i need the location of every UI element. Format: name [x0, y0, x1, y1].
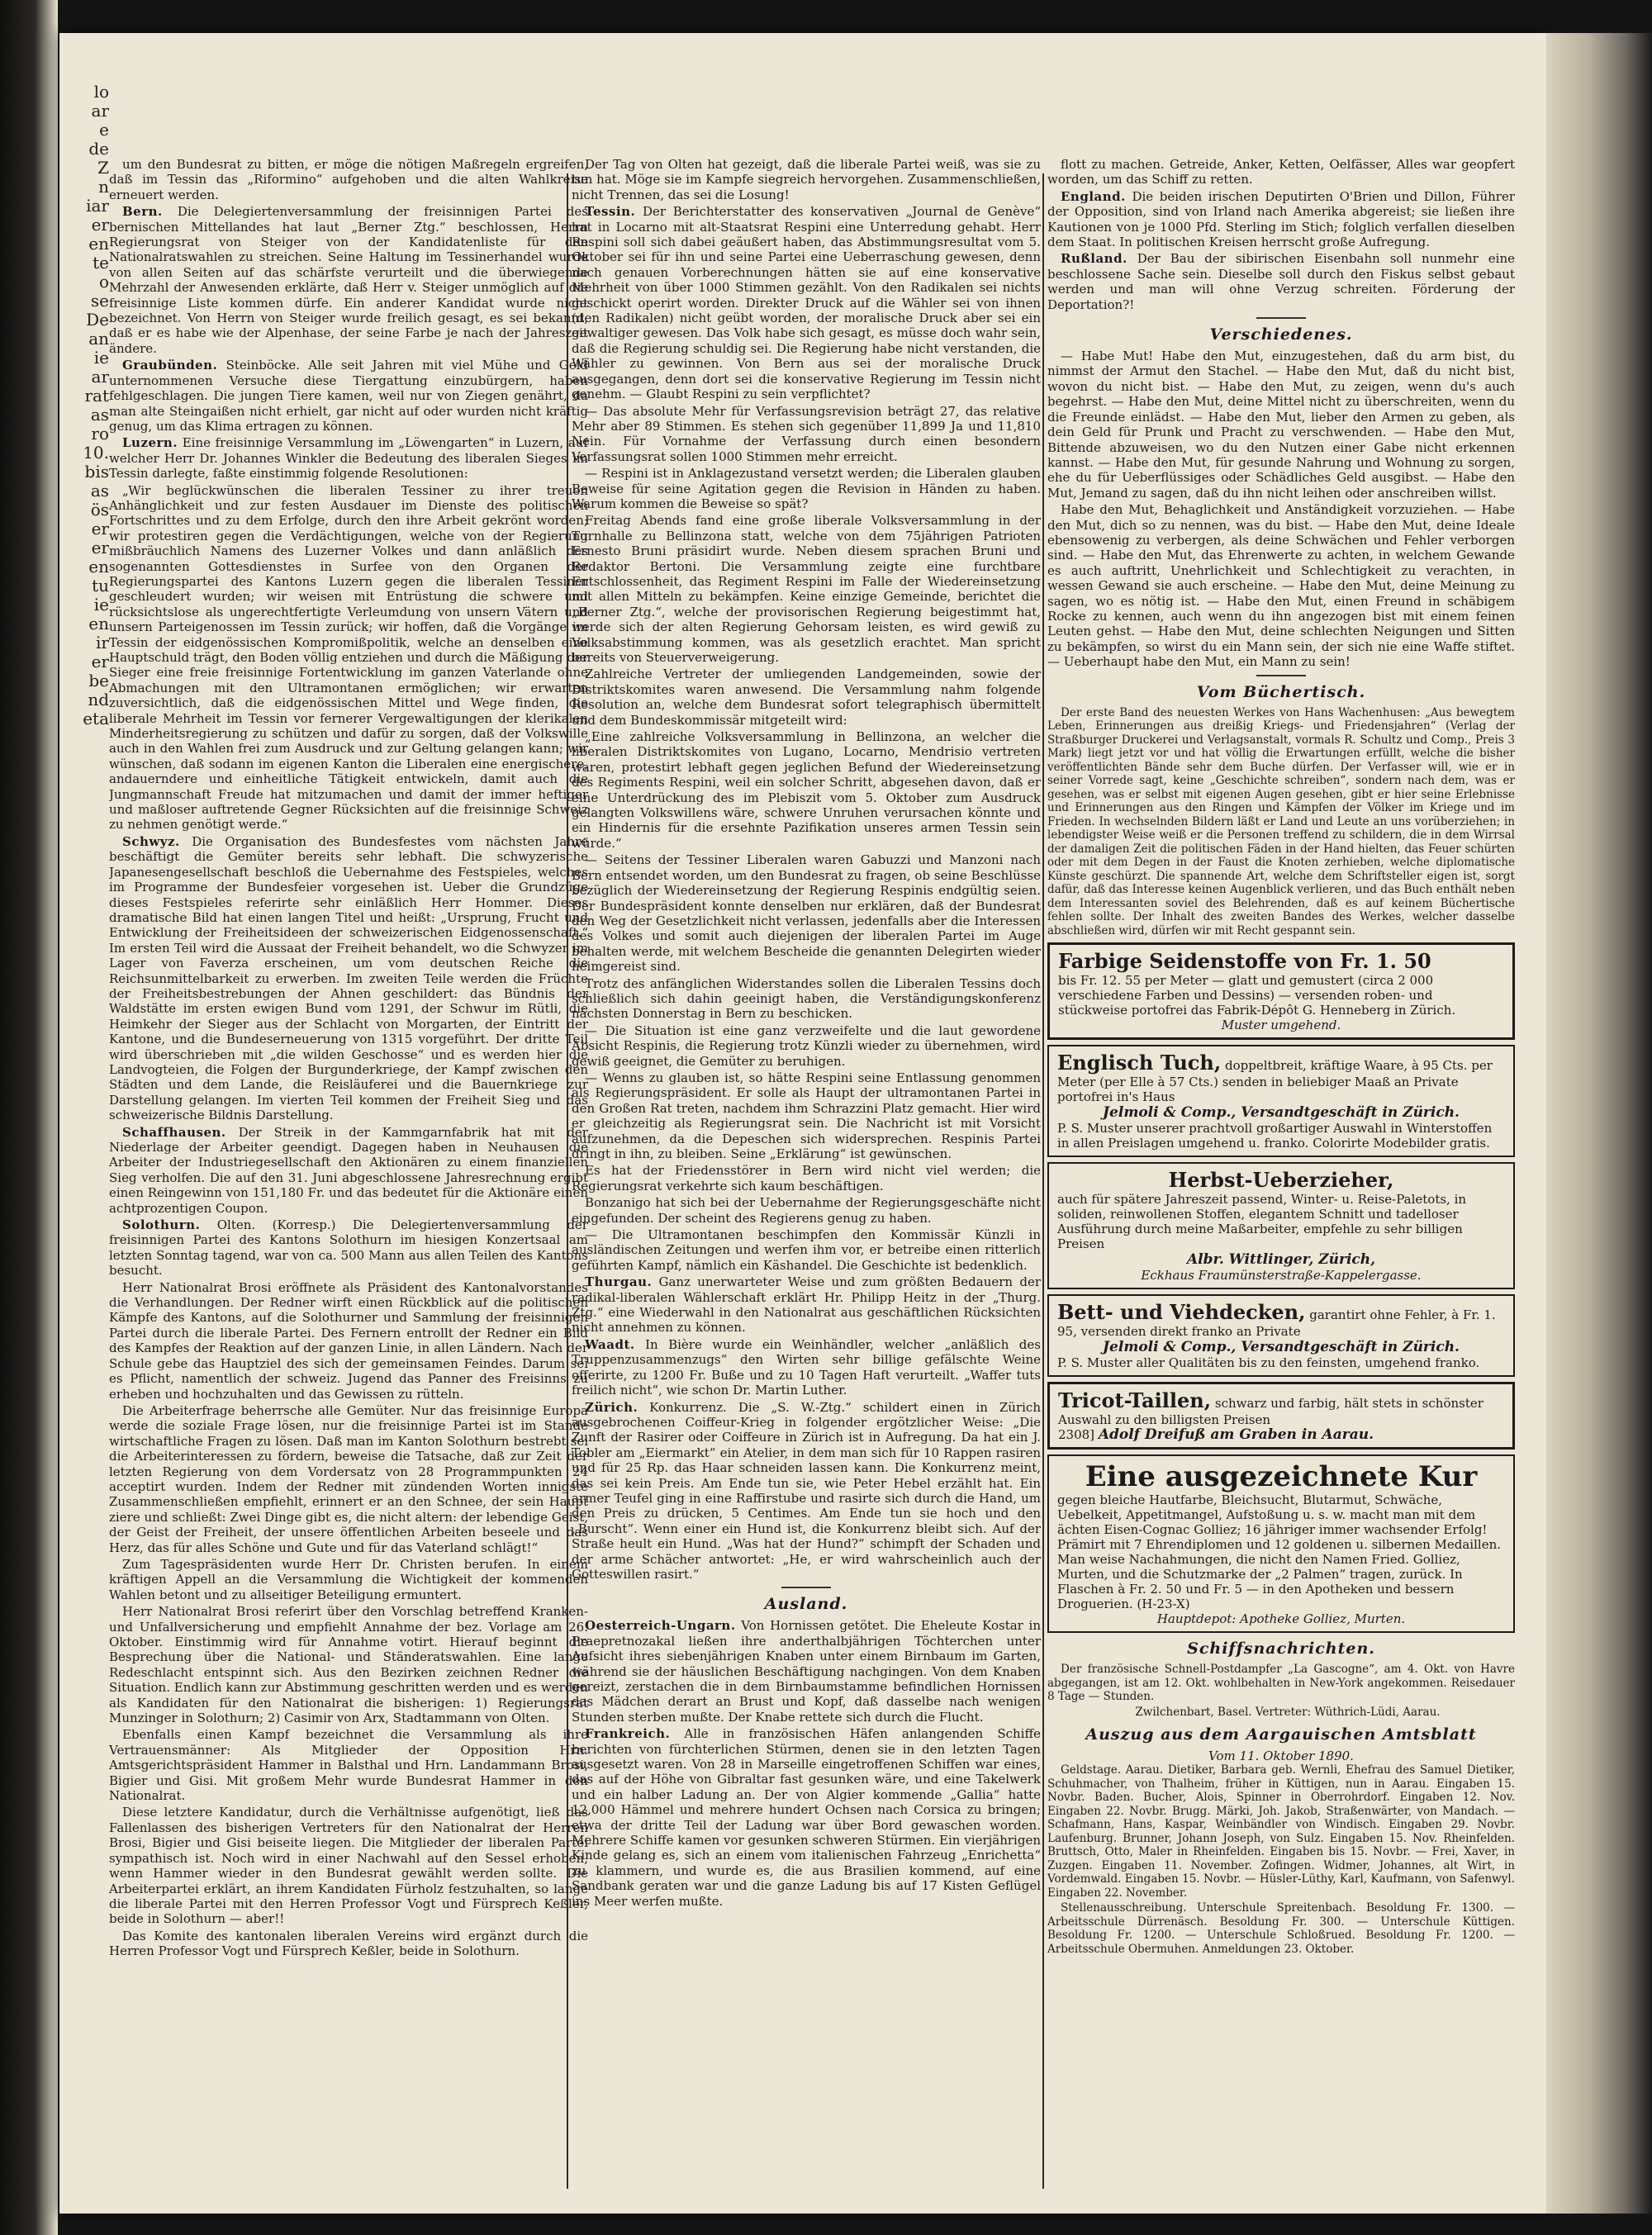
ad-firm: Adolf Dreifuß am Graben in Aarau. [1098, 1426, 1374, 1444]
previous-page-line: rat [84, 386, 109, 406]
ad-title: Herbst-Ueberzieher, [1168, 1168, 1394, 1193]
scan-left-gutter [0, 0, 58, 2235]
amtsblatt-entries: Stellenausschreibung. Unterschule Spreitenbach. Besoldung Fr. 1300. — Arbeitsschule Dürrenäsch. Besoldung Fr. 300. — Unterschule Küttigen. Besoldung Fr. 1200. — Unterschule Schloßrued. Besoldung Fr. 1200. — Arbeitsschule Obermuhen. Anmeldungen 23. Oktober. [1047, 1901, 1515, 1956]
article-oesterreich: Oesterreich-Ungarn. Von Hornissen getötet. Die Eheleute Kostar in Praepretnozakal ließen ihre anderthalbjährigen Töchterchen unter Aufsicht ihres siebenjährigen Knaben unter einem Birnbaum im Garten, während sie der häuslichen Beschäftigung nachgingen. Von dem Knaben gereizt, zerstachen die in dem Birnbaumstamme befindlichen Hornissen das Mädchen derart an Brust und Kopf, daß dasselbe nach wenigen Stunden sterben mußte. Der Knabe rettete sich durch die Flucht. [572, 1618, 1041, 1725]
article-paragraph: Herr Nationalrat Brosi referirt über den Vorschlag betreffend Kranken- und Unfallversicherung und empfiehlt Annahme der bez. Vorlage am 26. Oktober. Einstimmig wird für Annahme votirt. Hierauf beginnt die Besprechung über die National- und Ständeratswahlen. Eine lange Redeschlacht entspinnt sich. Aus den Bezirken zeichnen Redner die Situation. Endlich kann zur Abstimmung geschritten werden und es werden als Kandidaten für den Nationalrat die bisherigen: 1) Regierungsrat Munzinger in Solothurn; 2) Casimir von Arx, Stadtammann von Olten. [109, 1604, 588, 1726]
previous-page-line: en [88, 614, 109, 633]
article-paragraph: Ebenfalls einen Kampf bezeichnet die Versammlung als ihre Vertrauensmänner: Als Mitglieder der Opposition Hrn. Amtsgerichtspräsident Hammer in Balsthal und Hrn. Landammann Brosi, Bigier und Gisi. Mit großem Mehr wurde Bundesrat Hammer in den Nationalrat. [109, 1727, 588, 1804]
article-paragraph: Diese letztere Kandidatur, durch die Verhältnisse aufgenötigt, ließ das Fallenlassen des bisherigen Vertreters für den Nationalrat der Herren Brosi, Bigier und Gisi beiseite liegen. Die Mitglieder der liberalen Partei sympathisch ist. Noch wird in einer Nachwahl auf den Sessel erhoben, wenn Hammer wieder in den Bundesrat gewählt werden sollte. Die Arbeiterpartei erklärt, an ihrem Kandidaten Fürholz festzuhalten, so lange die liberale Partei mit den Herren Professor Vogt und Fürsprech Keßler, beide in Solothurn — aber!! [109, 1805, 588, 1927]
column-3 [1047, 157, 1515, 2197]
region-heading: Frankreich. [585, 1726, 671, 1742]
column-2 [572, 157, 1041, 2197]
region-heading: Graubünden. [122, 358, 218, 373]
previous-page-line: ar [91, 367, 109, 387]
previous-page-line: bis [84, 462, 109, 482]
section-divider [1256, 675, 1306, 676]
ad-firm: Albr. Wittlinger, Zürich, [1186, 1251, 1376, 1269]
previous-page-line: as [90, 405, 109, 425]
article-tessin: Tessin. Der Berichterstatter des konservativen „Journal de Genève“ hat in Locarno mit alt-Staatsrat Respini eine Unterredung gehabt. Herr Respini soll sich dabei geäußert haben, das Abstimmungsresultat vom 5. Oktober sei für ihn und seine Partei eine Ueberraschung gewesen, denn nach genauen Vorberechnungen hätten sie auf eine konservative Mehrheit von über 1000 Stimmen gezählt. Von den Radikalen sei nichts geschickt operirt worden. Direkter Druck auf die Wähler sei von ihnen (den Radikalen) nicht geübt worden, der moralische Druck aber sei ein gewaltiger gewesen. Das Volk habe sich gesagt, es müsse doch wahr sein, daß die Regierung schuldig sei. Die Regierung habe nicht verstanden, die Wähler zu gewinnen. Von Bern aus sei der moralische Druck ausgegangen, denn dort sei die konservative Regierung im Tessin nicht genehm. — Glaubt Respini zu sein verpflichtet? [572, 204, 1041, 402]
region-heading: Oesterreich-Ungarn. [585, 1618, 736, 1634]
article-paragraph: flott zu machen. Getreide, Anker, Ketten, Oelfässer, Alles war geopfert worden, um das Schiff zu retten. [1047, 157, 1515, 187]
previous-page-line: lo [93, 83, 109, 102]
ad-title: Eine ausgezeichnete Kur [1085, 1460, 1478, 1494]
section-divider [1256, 317, 1306, 319]
article-paragraph: — Die Ultramontanen beschimpfen den Kommissär Künzli in ausländischen Zeitungen und werfen ihm vor, er betreibe einen ritterlich geführten Kampf, nämlich ein Käshandel. Die Geschichte ist bedenklich. [572, 1227, 1041, 1273]
article-bern: Bern. Die Delegiertenversammlung der freisinnigen Partei des bernischen Mittellandes hat laut „Berner Ztg.“ beschlossen, Herrn Regierungsrat von Steiger von der Kandidatenliste für den Nationalratswahlen zu streichen. Seine Haltung im Tessinerhandel wurde von allen Seiten auf das schärfste verurteilt und die überwiegende Mehrzahl der Anwesenden erklärte, daß Herr v. Steiger unmöglich auf die freisinnige Liste kommen dürfe. Ein anderer Kandidat wurde nicht bezeichnet. Von Herrn von Steiger wurde freilich gesagt, es sei bekannt, daß er es habe wie der Alpenhase, der seine Farbe je nach der Jahreszeit ändere. [109, 204, 588, 356]
amtsblatt-date: Vom 11. Oktober 1890. [1208, 1749, 1354, 1764]
section-heading-ausland: Ausland. [764, 1595, 848, 1614]
article-paragraph: Trotz des anfänglichen Widerstandes sollen die Liberalen Tessins doch schließlich sich dahin geeinigt haben, die Verständigungskonferenz nächsten Donnerstag in Bern zu beschicken. [572, 975, 1041, 1022]
previous-page-line: De [86, 310, 109, 330]
ad-body: schwarz und farbig, hält stets in schönster Auswahl zu den billigsten Preisen [1058, 1396, 1483, 1428]
region-heading: Waadt. [585, 1336, 635, 1352]
ad-bettdecken [1047, 1294, 1515, 1377]
article-solothurn: Solothurn. Olten. (Korresp.) Die Delegiertenversammlung der freisinnigen Partei des Kantons Solothurn im hiesigen Konzertsaal am letzten Sonntag tagend, war von ca. 500 Mann aus allen Teilen des Kantons besucht. [109, 1217, 588, 1279]
previous-page-fragment [59, 83, 109, 2197]
previous-page-line: Z [97, 158, 109, 178]
ad-englisch-tuch [1047, 1045, 1515, 1157]
previous-page-line: er [91, 519, 109, 539]
article-paragraph: Der Tag von Olten hat gezeigt, daß die liberale Partei weiß, was sie zu tun hat. Möge sie im Kampfe siegreich hervorgehen. Zusammenschließen, nicht Trennen, das sei die Losung! [572, 157, 1041, 202]
previous-page-line: ie [93, 348, 109, 368]
region-heading: Thurgau. [585, 1274, 653, 1290]
article-paragraph: — Habe Mut! Habe den Mut, einzugestehen, daß du arm bist, du nimmst der Armut den Stachel. — Habe den Mut, daß du nicht bist, wovon du nicht bist. — Habe den Mut, zu zeigen, wenn du's auch begehrst. — Habe den Mut, deine Mittel nicht zu überschreiten, wenn du die Freunde einlädst. — Habe den Mut, lieber den Armen zu geben, als dein Geld für Prunk und Pracht zu verschwenden. — Habe den Mut, Bittende abzuweisen, wo du den Nutzen einer Gabe nicht erkennen kannst. — Habe den Mut, für gesunde Nahrung und Wohnung zu sorgen, ehe du für Ueberflüssiges oder Schädliches Geld ausgibst. — Habe den Mut, Jemand zu sagen, daß du ihn nicht leihen oder anschreiben willst. [1047, 349, 1515, 501]
ad-postscript: P. S. Muster unserer prachtvoll großartiger Auswahl in Winterstoffen in allen Preislagen umgehend u. franko. Colorirte Modebilder gratis. [1057, 1121, 1493, 1151]
region-heading: Rußland. [1061, 251, 1127, 267]
previous-page-line: be [88, 671, 109, 690]
ad-title: Farbige Seidenstoffe von Fr. 1. 50 [1058, 949, 1431, 974]
previous-page-line: tu [92, 576, 109, 596]
article-paragraph: Freitag Abends fand eine große liberale Volksversammlung in der Turnhalle zu Bellinzona statt, welche von dem 75jährigen Patrioten Ernesto Bruni präsidirt wurde. Neben diesem sprachen Bruni und Redaktor Bertoni. Die Versammlung zeigte eine furchtbare Entschlossenheit, das Regiment Respini im Falle der Wiedereinsetzung mit allen Mitteln zu bekämpfen. Keine einzige Gemeinde, berichtet die „Berner Ztg.“, welche der provisorischen Regierung beigestimmt hat, werde sich der alten Regierung Gehorsam leisten, es wird gewiß zu Volksabstimmung kommen, was als gesetzlich erachtet. Man spricht bereits von Steuerverweigerung. [572, 513, 1041, 665]
region-heading: England. [1061, 188, 1126, 204]
ad-firm: Jelmoli & Comp., Versandtgeschäft in Zürich. [1103, 1339, 1460, 1356]
previous-page-line: ir [96, 633, 109, 652]
article-luzern: Luzern. Eine freisinnige Versammlung im „Löwengarten“ in Luzern, auf welcher Herr Dr. Johannes Winkler die Bedeutung des liberalen Sieges im Tessin darlegte, faßte einstimmig folgende Resolutionen: [109, 435, 588, 482]
ad-note: Man weise Nachahmungen, die nicht den Namen Fried. Golliez, Murten, und die Schutzmarke der „2 Palmen“ tragen, zurück. In Flaschen à Fr. 2. 50 und Fr. 5 — in den Apotheken und bessern Droguerien. (H-23-X) [1057, 1552, 1463, 1612]
region-heading: Luzern. [122, 435, 178, 451]
section-divider [781, 1587, 831, 1588]
section-heading-amtsblatt: Auszug aus dem Aargauischen Amtsblatt [1085, 1725, 1477, 1744]
article-paragraph: Es hat der Friedensstörer in Bern wird nicht viel werden; die Regierungsrat verkehrte sich kaum beschäftigen. [572, 1163, 1041, 1193]
ad-body: auch für spätere Jahreszeit passend, Winter- u. Reise-Paletots, in soliden, reinwollenen Stoffen, elegantem Schnitt und tadelloser Ausführung durch meine Maßarbeiter, empfehle zu sehr billigen Preisen [1057, 1192, 1467, 1252]
previous-page-line: en [88, 557, 109, 577]
section-heading-buechertisch: Vom Büchertisch. [1196, 682, 1366, 701]
article-paragraph: um den Bundesrat zu bitten, er möge die nötigen Maßregeln ergreifen, daß im Tessin das „Riformino“ aufgehoben und die alten Wahlkreise erneuert werden. [109, 157, 588, 202]
ship-agent: Zwilchenbart, Basel. Vertreter: Wüthrich-Lüdi, Aarau. [1135, 1705, 1441, 1719]
previous-page-line: n [98, 177, 109, 197]
previous-page-line: er [91, 538, 109, 558]
previous-page-line: 10. [83, 443, 109, 463]
article-graubuenden: Graubünden. Steinböcke. Alle seit Jahren mit viel Mühe und Geld unternommenen Versuche diese Tiergattung einzubürgern, haben fehlgeschlagen. Die jungen Tiere kamen, weil nur von Ziegen genährt, da man alte Steingaißen nicht erhielt, gar nicht auf oder wurden nicht kräftig genug, um das Klima ertragen zu können. [109, 358, 588, 434]
previous-page-line: as [90, 481, 109, 501]
previous-page-line: o [98, 272, 109, 292]
article-paragraph: Zahlreiche Vertreter der umliegenden Landgemeinden, sowie der Distriktskomites waren anwesend. Die Versammlung nahm folgende Resolution an, welche dem Bundesrat sofort telegraphisch übermittelt und dem Bundeskommissär mitgeteilt wird: [572, 667, 1041, 728]
amtsblatt-entries: Geldstage. Aarau. Dietiker, Barbara geb. Wernli, Ehefrau des Samuel Dietiker, Schuhmacher, von Thalheim, früher in Küttigen, nun in Aarau. Eingaben 15. Novbr. Baden. Bucher, Alois, Spinner in Oberrohrdorf. Eingaben 12. Nov. Eingaben 22. Novbr. Brugg. Märki, Joh. Jakob, Straßenwärter, von Mandach. — Schafmann, Hans, Kaspar, Weinbändler von Windisch. Eingaben 29. Novbr. Laufenburg. Brunner, Johann Joseph, von Sulz. Eingaben 15. Nov. Rheinfelden. Bruttsch, Otto, Maler in Rheinfelden. Eingaben bis 15. Novbr. — Frei, Xaver, in Zuzgen. Eingaben 11. November. Zofingen. Widmer, Johannes, alt Wirt, in Vordemwald. Eingaben 15. Novbr. — Hüsler-Lüthy, Karl, Kaufmann, von Safenwyl. Eingaben 22. November. [1047, 1763, 1515, 1900]
previous-page-line: an [88, 329, 109, 349]
ad-body: bis Fr. 12. 55 per Meter — glatt und gemustert (circa 2 000 verschiedene Farben und Dessins) — versenden roben- und stückweise portofrei das Fabrik-Dépôt G. Henneberg in Zürich. [1058, 973, 1456, 1018]
ad-postscript: P. S. Muster aller Qualitäten bis zu den feinsten, umgehend franko. [1057, 1355, 1480, 1371]
ad-title: Tricot-Taillen, [1058, 1388, 1212, 1413]
article-paragraph: „Eine zahlreiche Volksversammlung in Bellinzona, an welcher die liberalen Distriktskomites von Lugano, Locarno, Mendrisio vertreten waren, protestirt lebhaft gegen jeglichen Befund der Wiedereinsetzung des Regiments Respini, weil ein solcher Schritt, abgesehen davon, daß er eine Unterdrückung des im Plebiszit vom 5. Oktober zum Ausdruck gelangten Volkswillens wäre, schwere Unruhen verursachen könnte und ein Hindernis für die ersehnte Pazifikation unseres armen Tessin sein würde.“ [572, 729, 1041, 851]
column-rule-2 [1042, 173, 1044, 2189]
newspaper-page [59, 33, 1546, 2214]
ad-kur [1047, 1454, 1515, 1633]
article-paragraph: — Die Situation ist eine ganz verzweifelte und die laut gewordene Absicht Respinis, die Regierung trotz Künzli wieder zu übernehmen, wird gewiß geeignet, die Gemüter zu beruhigen. [572, 1023, 1041, 1069]
article-paragraph: — Seitens der Tessiner Liberalen waren Gabuzzi und Manzoni nach Bern entsendet worden, um den Bundesrat zu fragen, ob seine Beschlüsse bezüglich der Wiedereinsetzung der Regierung Respinis endgültig seien. Der Bundespräsident konnte denselben nur erklären, daß der Bundesrat den Weg der Gesetzlichkeit nicht verlassen, jedenfalls aber die Interessen des Volkes und somit auch diejenigen der liberalen Partei im Auge behalten werde, mit welchem Bescheide die genannten Delegirten wieder heimgereist sind. [572, 852, 1041, 975]
ad-body: garantirt ohne Fehler, à Fr. 1. 95, versenden direkt franko an Private [1057, 1307, 1496, 1340]
article-paragraph: Zum Tagespräsidenten wurde Herr Dr. Christen berufen. In einem kräftigen Appell an die Versammlung die Wichtigkeit der kommenden Wahlen betont und zu allseitiger Beteiligung ermuntert. [109, 1556, 588, 1602]
previous-page-line: nd [88, 690, 109, 709]
article-paragraph: Herr Nationalrat Brosi eröffnete als Präsident des Kantonalvorstandes die Verhandlungen. Der Redner wirft einen Rückblick auf die politischen Kämpfe des Kantons, auf die Solothurner und Sammlung der freisinnigen Partei durch die liberale Partei. Des Fernern entrollt der Redner ein Bild des Kampfes der Reaktion auf der ganzen Linie, in allen Ländern. Nach der Schule gebe das Hauptziel des sich der gemeinsamen Feindes. Darum sei es Pflicht, namentlich der schweiz. Jugend das Panner des Freisinns zu erheben und hochzuhalten und das Gewissen zu rütteln. [109, 1279, 588, 1402]
ad-body: doppeltbreit, kräftige Waare, à 95 Cts. per Meter (per Elle à 57 Cts.) senden in beliebiger Maaß an Private portofrei in's Haus [1057, 1058, 1493, 1105]
section-heading-schiffsnachrichten: Schiffsnachrichten. [1187, 1639, 1375, 1658]
ad-body: gegen bleiche Hautfarbe, Bleichsucht, Blutarmut, Schwäche, Uebelkeit, Appetitmangel, Aufstoßung u. s. w. macht man mit dem ächten Eisen-Cognac Golliez; 16 jähriger immer wachsender Erfolg! Prämirt mit 7 Ehrendiplomen und 12 goldenen u. silbernen Medaillen. [1057, 1492, 1502, 1553]
article-paragraph: Habe den Mut, Behaglichkeit und Anständigkeit vorzuziehen. — Habe den Mut, dich so zu nennen, was du bist. — Habe den Mut, deine Ideale ebensowenig zu verbergen, als deine Schwächen und Fehler verborgen sind. — Habe den Mut, das Ehrenwerte zu achten, in welchem Gewande es auch auftritt, Unehrlichkeit und Schlechtigkeit zu verachten, in wessen Gewand sie auch erscheine. — Habe den Mut, deine Meinung zu sagen, wo es nötig ist. — Habe den Mut, einen Freund in schäbigem Rocke zu kennen, auch wenn du ihn angezogen bist mit einem feinen Leuten gehst. — Habe den Mut, deine schlechten Neigungen und Sitten zu bekämpfen, so wirst du ein Mann sein, der sich nie eine Waffe stiftet. — Ueberhaupt habe den Mut, ein Mann zu sein! [1047, 502, 1515, 670]
ad-depot: Hauptdepot: Apotheke Golliez, Murten. [1156, 1611, 1406, 1627]
article-england: England. Die beiden irischen Deputirten O'Brien und Dillon, Führer der Opposition, sind von Irland nach Amerika abgereist; sie ließen ihre Kautionen von je 1000 Pfd. Sterling im Stich; folglich verfallen dieselben dem Staat. In politischen Kreisen herrscht große Aufregung. [1047, 188, 1515, 250]
scan-right-edge [1546, 33, 1652, 2214]
article-russland: Rußland. Der Bau der sibirischen Eisenbahn soll nunmehr eine beschlossene Sache sein. Dieselbe soll durch den Fiskus selbst gebaut werden und man will ohne Verzug schreiten. Förderung der Deportation?! [1047, 251, 1515, 312]
ad-herbst-ueberzieher [1047, 1162, 1515, 1289]
article-waadt: Waadt. In Bière wurde ein Weinhändler, welcher „anläßlich des Truppenzusammenzugs“ den Wirten sehr billige gefälschte Weine offerirte, zu 1200 Fr. Buße und zu 10 Tagen Haft verurteilt. „Waffer tuts freilich nicht“, wie schon Dr. Martin Luther. [572, 1336, 1041, 1398]
previous-page-line: er [91, 652, 109, 671]
ad-number: 2308] [1058, 1427, 1095, 1443]
column-1 [109, 157, 588, 2197]
previous-page-line: de [88, 139, 109, 159]
article-paragraph: „Wir beglückwünschen die liberalen Tessiner zu ihrer treuen Anhänglichkeit und zur festen Ausdauer im Dienste des politischen Fortschrittes und zu dem Erfolge, durch den ihre Arbeit gekrönt worden; wir protestiren gegen die Verdächtigungen, welche von der Regierung mißbräuchlich Namens des Luzerner Volkes und dann anläßlich des sogenannten Gottesdienstes in Surfee von den Organen der Regierungspartei des Kantons Luzern gegen die liberalen Tessiner geschleudert wurden; wir weisen mit Entrüstung die schwere und rücksichtslose als ungerechtfertigte Verleumdung von unsern Vätern und unsern Parteigenossen im Tessin zurück; wir hoffen, daß die Vorgänge im Tessin der eidgenössischen Kompromißpolitik, welche an denselben eine Hauptschuld trägt, den Boden völlig entziehen und durch die Mäßigung der Sieger eine freie freisinnige Fortentwicklung im ganzen Vaterlande ohne Abmachungen mit den Ultramontanen ermöglichen; wir erwarten zuversichtlich, daß die eidgenössischen Mittel und Wege finden, die liberale Mehrheit im Tessin vor fernerer Vergewaltigungen der klerikalen Minderheitsregierung zu schützen und dafür zu sorgen, daß der Volkswille auch in den Wahlen frei zum Ausdruck und zur Geltung gelangen kann; wir wünschen, daß sodann im eigenen Kanton die Liberalen eine energischere, andauerndere und einheitliche Tätigkeit entwickeln, damit auch die Jungmannschaft Freude hat mitzumachen und damit der immer heftiger und maßloser auftretende Gegner Rücksichten auf die freisinnige Schweiz zu nehmen genötigt werde.“ [109, 482, 588, 833]
ad-title: Bett- und Viehdecken, [1057, 1300, 1306, 1325]
region-heading: Schaffhausen. [122, 1124, 226, 1140]
region-heading: Zürich. [585, 1399, 638, 1415]
previous-page-line: ös [90, 500, 109, 520]
previous-page-line: e [99, 120, 109, 140]
article-paragraph: — Wenns zu glauben ist, so hätte Respini seine Entlassung genommen als Regierungspräsident. Er solle als Haupt der ultramontanen Partei in den Großen Rat treten, nachdem ihm Schrazzini Platz gemacht. Hier wird er gleichzeitig als Regierungsrat sein. Die Nachricht ist mit Vorsicht aufzunehmen, da die Depeschen sich widersprechen. Respinis Partei dringt in ihn, zu bleiben. Seine „Erklärung“ ist gewünschen. [572, 1070, 1041, 1161]
region-heading: Bern. [122, 204, 163, 220]
article-frankreich: Frankreich. Alle in französischen Häfen anlangenden Schiffe berichten von fürchterlichen Stürmen, denen sie in den letzten Tagen ausgesetzt waren. Von 28 in Marseille eingetroffenen Schiffen war eines, das auf der Höhe von Gibraltar fast gesunken wäre, und eine Takelwerk und ein halber Ladung an. Der von Algier kommende „Gallia“ hatte 12,000 Hämmel und mehrere hundert Ochsen nach Corsica zu bringen; etwa der dritte Teil der Ladung war über Bord gewaschen worden. Mehrere Schiffe kamen vor gesunken schweren Stürmen. Ein vierjährigen Kinde gelang es, sich an einem vom italienischen Fahrzeug „Enrichetta“ zu klammern, und wurde es, die aus Brasilien kommend, auf eine Sandbank geraten war und die ganze Ladung bis auf 17 Kisten Geflügel ins Meer werfen mußte. [572, 1726, 1041, 1909]
section-heading-verschiedenes: Verschiedenes. [1209, 325, 1353, 344]
article-paragraph: Die Arbeiterfrage beherrsche alle Gemüter. Nur das freisinnige Europa werde die soziale Frage lösen, nur die freisinnige Partei ist im Stande wirtschaftliche Fragen zu lösen. Daß man im Kanton Solothurn bestrebt sei die Arbeiterinteressen zu fördern, beweise die Tatsache, daß zur Zeit der letzten Regierung von dem Vordersatz von 28 Programmpunkten 24 acceptirt wurden. Indem der Redner mit zündenden Worten innigste Zusammenschließen empfiehlt, erinnert er an den Schnee, der sein Haupt ziere und schließt: Zwei Dinge gibt es, die nicht altern: der lebendige Geist, der Geist der Freiheit, der unsere öffentlichen Arbeiten beseele und das Herz, das für alles Schöne und Gute und für das Vaterland schlägt!“ [109, 1402, 588, 1555]
previous-page-line: te [93, 253, 109, 273]
article-thurgau: Thurgau. Ganz unerwarteter Weise und zum größten Bedauern der radikal-liberalen Wählerschaft erklärt Hr. Philipp Heitz in der „Thurg. Ztg.“ eine Wiederwahl in den Nationalrat aus geschäftlichen Rücksichten nicht annehmen zu können. [572, 1274, 1041, 1336]
ad-seidenstoffe [1047, 942, 1515, 1040]
article-paragraph: Bonzanigo hat sich bei der Uebernahme der Regierungsgeschäfte nicht eingefunden. Der scheint des Regierens genug zu haben. [572, 1195, 1041, 1226]
previous-page-line: se [90, 291, 109, 311]
ship-news: Der französische Schnell-Postdampfer „La Gascogne“, am 4. Okt. von Havre abgegangen, ist am 12. Okt. wohlbehalten in New-York angekommen. Reisedauer 8 Tage — Stunden. [1047, 1663, 1515, 1704]
previous-page-line: er [91, 215, 109, 235]
article-schaffhausen: Schaffhausen. Der Streik in der Kammgarnfabrik hat mit der Niederlage der Arbeiter geendigt. Dagegen haben in Neuhausen die Arbeiter der Industriegesellschaft den Aktionären zu einem finanziellen Sieg verholfen. Die auf den 31. Juni abgeschlossene Jahresrechnung ergibt einen Reingewinn von 151,180 Fr. und das bedeutet für die Aktionäre einen achtprozentigen Coupon. [109, 1124, 588, 1216]
article-zuerich: Zürich. Konkurrenz. Die „S. W.-Ztg.“ schildert einen in Zürich ausgebrochenen Coiffeur-Krieg in folgender ergötzlicher Weise: „Die Zunft der Rasirer oder Coiffeure in Zürich ist in Aufregung. Da hat ein J. Tobler am „Eiermarkt“ ein Atelier, in dem man sich für 10 Rappen rasiren und für 25 Rp. das Haar schneiden lassen kann. Die Konkurrenz meint, das sei kein Preis. Am Ende tun sie, wie Peter Hebel erzählt hat. Ein armer Teufel ging in eine Raffirstube und rasirte sich durch die Hand, um den Preis zu drücken, 5 Centimes. Am Ende tun sie hoch und den „Burscht“. Wenn einer ein Hund ist, die Konkurrenz bleibt sich. Auf der Straße heult ein Hund. „Was hat der Hund?“ schimpft der Schaden und der arme Schächer antwortet: „He, er wird wahrscheinlich auch der Gotteswillen rasirt.“ [572, 1399, 1041, 1582]
ad-tricot-taillen [1047, 1382, 1515, 1450]
article-paragraph: — Respini ist in Anklagezustand versetzt werden; die Liberalen glauben Beweise für seine Agitation gegen die Revision in Händen zu haben. Warum kommen die Beweise so spät? [572, 466, 1041, 511]
ad-address: Eckhaus Fraumünsterstraße-Kappelergasse. [1141, 1268, 1422, 1284]
ad-note: Muster umgehend. [1221, 1018, 1341, 1033]
book-review: Der erste Band des neuesten Werkes von Hans Wachenhusen: „Aus bewegtem Leben, Erinnerungen aus dreißig Kriegs- und Friedensjahren“ (Verlag der Straßburger Druckerei und Verlagsanstalt, vormals R. Schultz und Comp., Preis 3 Mark) liegt jetzt vor und hat völlig die Erwartungen erfüllt, welche die bisher veröffentlichten Bände sehr dem Buche dürfen. Der Verfasser will, wie er in seiner Vorrede sagt, keine „Geschichte schreiben“, sondern nach dem, was er gesehen, was er selbst mit eigenen Augen gesehen, gibt er hier seine Erlebnisse und Erinnerungen aus den Ringen und Kämpfen der Völker im Kriege und im Frieden. In wechselnden Bildern läßt er Land und Leute an uns vorüberziehen; in lebendigster Weise weiß er die Personen treffend zu schildern, die in dem Wirrsal der damaligen Zeit die politischen Fäden in der Hand hielten, das Feuer schürten oder mit dem Degen in der Faust die Knoten zerhieben, welche diplomatische Künste geschürzt. Die spannende Art, welche dem Schriftsteller eigen ist, sorgt dafür, daß das Interesse keinen Augenblick verlieren, und das Buch enthält neben dem Interessanten soviel des Belehrenden, daß es auf keinem Büchertische fehlen sollte. Der Inhalt des zweiten Bandes des Werkes, welcher dasselbe abschließen wird, dürfen wir mit Recht gespannt sein. [1047, 705, 1515, 937]
previous-page-line: ro [91, 424, 109, 444]
previous-page-line: en [88, 234, 109, 254]
region-heading: Tessin. [585, 204, 636, 220]
article-paragraph: — Das absolute Mehr für Verfassungsrevision beträgt 27, das relative Mehr aber 89 Stimmen. Es stehen sich gegenüber 11,899 Ja und 11,810 Nein. Für Vornahme der Verfassung durch einen besondern Verfassungsrat sollen 1000 Stimmen mehr erreicht. [572, 403, 1041, 464]
ad-title: Englisch Tuch, [1057, 1051, 1222, 1075]
region-heading: Solothurn. [122, 1217, 201, 1233]
ad-firm: Jelmoli & Comp., Versandtgeschäft in Zürich. [1103, 1104, 1460, 1122]
article-schwyz: Schwyz. Die Organisation des Bundesfestes vom nächsten Jahre beschäftigt die Gemüter bereits sehr lebhaft. Die schwyzerische Japanesengesellschaft beschloß die Uebernahme des Festspieles, welches im Programme der Bundesfeier vorgesehen ist. Ueber die Grundzüge dieses Festspieles referirte sehr einläßlich Herr Hommer. Dieses dramatische Bild hat einen langen Titel und heißt: „Ursprung, Frucht und Entwicklung der Freiheitsideen der schweizerischen Eidgenossenschaft.“ Im ersten Teil wird die Aussaat der Freiheit behandelt, wo die Schwyzer im Lager von Faverza erscheinen, um vom deutschen Reiche die Reichsunmittelbarkeit zu erwerben. Im zweiten Teile werden die Früchte der Freiheitsbestrebungen der Ahnen geschildert: das Bündnis der Waldstätte im ersten ewigen Bund vom 1291, der Schwur im Rütli, die Heimkehr der Sieger aus der Schlacht von Morgarten, der Eintritt der Kantone, und die Bundeserneuerung von 1315 vorgeführt. Der dritte Teil wird überschrieben mit „die wilden Geschosse“ und es werden hier die Landvogteien, die Folgen der Burgunderkriege, der Kampf zwischen den Städten und dem Lande, die Reisläuferei und die Bauernkriege zur Darstellung gelangen. Im vierten Teil kommen der Freiheit Sieg und das schweizerische Bildnis Darstellung. [109, 833, 588, 1123]
region-heading: Schwyz. [122, 833, 180, 849]
previous-page-line: ar [91, 101, 109, 121]
previous-page-line: ie [93, 595, 109, 615]
previous-page-line: iar [86, 196, 109, 216]
ad-code: (H-23-X) [1137, 1597, 1190, 1612]
previous-page-line: eta [83, 709, 109, 728]
article-paragraph: Das Komite des kantonalen liberalen Vereins wird ergänzt durch die Herren Professor Vogt und Fürsprech Keßler, beide in Solothurn. [109, 1928, 588, 1959]
